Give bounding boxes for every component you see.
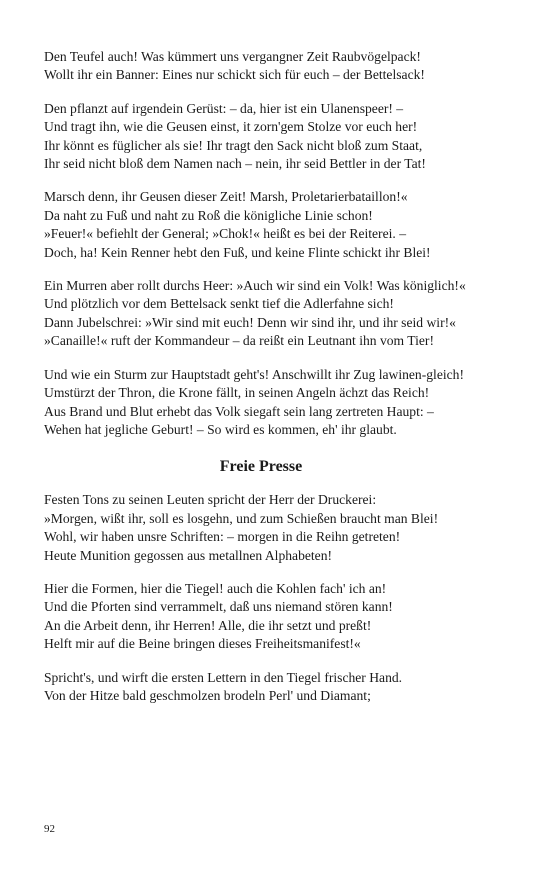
poem-freie-presse — [44, 491, 478, 705]
verse-line: Dann Jubelschrei: »Wir sind mit euch! Denn wir sind ihr, und ihr seid wir!« — [44, 314, 456, 330]
verse-line: Wollt ihr ein Banner: Eines nur schickt sich für euch – der Bettelsack! — [44, 67, 425, 83]
verse-line: Und die Pforten sind verrammelt, daß uns niemand stören kann! — [44, 599, 393, 615]
verse-line: Ihr seid nicht bloß dem Namen nach – nein, ihr seid Bettler in der Tat! — [44, 156, 426, 172]
verse-line: Und wie ein Sturm zur Hauptstadt geht's! Anschwillt ihr Zug lawinen-gleich! — [44, 366, 464, 382]
verse-line: Heute Munition gegossen aus metallnen Alphabeten! — [44, 547, 333, 563]
stanza — [44, 277, 478, 351]
verse-line: Doch, ha! Kein Renner hebt den Fuß, und keine Flinte schickt ihr Blei! — [44, 244, 431, 260]
verse-line: Helft mir auf die Beine bringen dieses Freiheitsmanifest!« — [44, 636, 361, 652]
verse-line: Den Teufel auch! Was kümmert uns vergangner Zeit Raubvögelpack! — [44, 49, 421, 64]
verse-line: Wohl, wir haben unsre Schriften: – morgen in die Reihn getreten! — [44, 529, 401, 545]
verse-line: Und tragt ihn, wie die Geusen einst, it zorn'gem Stolze vor euch her! — [44, 119, 418, 135]
verse-line: Wehen hat jegliche Geburt! – So wird es kommen, eh' ihr glaubt. — [44, 421, 397, 437]
verse-line: Da naht zu Fuß und naht zu Roß die königliche Linie schon! — [44, 207, 373, 223]
verse-line: »Feuer!« befiehlt der General; »Chok!« heißt es bei der Reiterei. – — [44, 226, 406, 242]
stanza — [44, 669, 478, 706]
verse-line: An die Arbeit denn, ihr Herren! Alle, die ihr setzt und preßt! — [44, 617, 372, 633]
verse-line: Ihr könnt es füglicher als sie! Ihr tragt den Sack nicht bloß zum Staat, — [44, 137, 423, 153]
verse-line: »Morgen, wißt ihr, soll es losgehn, und zum Schießen braucht man Blei! — [44, 510, 439, 526]
verse-line: Umstürzt der Thron, die Krone fällt, in seinen Angeln ächzt das Reich! — [44, 385, 430, 401]
stanza — [44, 100, 478, 174]
verse-line: Aus Brand und Blut erhebt das Volk siegaft sein lang zertreten Haupt: – — [44, 403, 434, 419]
book-page — [44, 48, 478, 720]
verse-line: Von der Hitze bald geschmolzen brodeln Perl' und Diamant; — [44, 687, 371, 703]
verse-line: Hier die Formen, hier die Tiegel! auch die Kohlen fach' ich an! — [44, 580, 387, 596]
stanza — [44, 188, 478, 262]
stanza — [44, 580, 478, 654]
verse-line: Festen Tons zu seinen Leuten spricht der Herr der Druckerei: — [44, 492, 377, 508]
stanza — [44, 366, 478, 440]
verse-line: Ein Murren aber rollt durchs Heer: »Auch wir sind ein Volk! Was königlich!« — [44, 278, 466, 294]
poem-continuation — [44, 48, 478, 439]
stanza — [44, 48, 478, 85]
stanza — [44, 491, 478, 565]
page-number: 92 — [44, 823, 55, 835]
poem-title: Freie Presse — [219, 458, 303, 476]
verse-line: Den pflanzt auf irgendein Gerüst: – da, hier ist ein Ulanenspeer! – — [44, 100, 404, 116]
verse-line: Spricht's, und wirft die ersten Lettern in den Tiegel frischer Hand. — [44, 669, 403, 685]
verse-line: Marsch denn, ihr Geusen dieser Zeit! Marsh, Proletarierbataillon!« — [44, 189, 408, 205]
verse-line: »Canaille!« ruft der Kommandeur – da reißt ein Leutnant ihn vom Tier! — [44, 333, 434, 349]
verse-line: Und plötzlich vor dem Bettelsack senkt tief die Adlerfahne sich! — [44, 296, 394, 312]
